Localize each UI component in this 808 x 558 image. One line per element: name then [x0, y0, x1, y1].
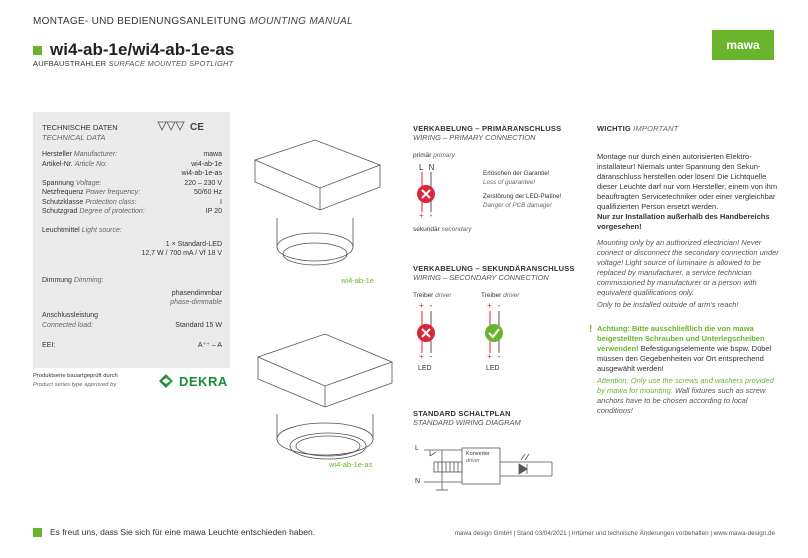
wiring-diagram-heading [413, 409, 521, 427]
tech-title-en: TECHNICAL DATA [42, 132, 106, 142]
primary-title-en: WIRING – PRIMARY CONNECTION [413, 133, 536, 142]
load-label-de: Anschlussleistung [42, 312, 99, 319]
light-value-2: 12,7 W / 700 mA / Vf 18 V [141, 250, 222, 257]
dimming [42, 276, 222, 308]
driver-polarity-left [419, 301, 432, 310]
green-square-icon [33, 46, 42, 55]
enec-icon [157, 121, 187, 135]
green-square-icon [33, 528, 42, 537]
type-approval-text [33, 372, 118, 390]
warning-2-en: Danger of PCB damage! [483, 202, 552, 209]
eei-row [42, 341, 222, 351]
load-label-en: Connected load: [42, 321, 93, 329]
row-label-de: Netzfrequenz [42, 189, 84, 196]
primary-polarity [419, 211, 432, 220]
important-paragraph-1: Montage nur durch einen autorisierten Elektro-installateur! Niemals unter Spannung den Sekun-däranschluss herstellen oder lösen! Die Lichtquelle dieser Leuchte darf nur vom Hersteller, einem von ihm beauftragten Servicetechniker oder einer vergleichbar qualifizierten Person ersetzt werden. [597, 152, 778, 211]
important-title-de: WICHTIG [597, 124, 631, 133]
eei-label: EEI: [42, 342, 56, 349]
row-label-de: Spannung [42, 179, 74, 187]
tech-row [42, 198, 222, 208]
dekra-logo [157, 372, 228, 390]
led-polarity-right [487, 352, 500, 361]
important-paragraph-4: Only to be installed outside of arm's reach! [597, 300, 739, 309]
load-value: Standard 15 W [175, 321, 222, 329]
product-subtitle [33, 59, 233, 68]
tech-row [42, 150, 222, 160]
lamp-drawing-2 [250, 312, 400, 472]
important-title-en: IMPORTANT [633, 124, 679, 133]
load-row [42, 321, 222, 331]
eei-value: A⁺⁺ – A [197, 342, 222, 349]
row-label-de: Schutzklasse [42, 198, 84, 206]
warning-1-en: Loss of guarantee! [483, 179, 536, 186]
warning-2-de: Zerstörung der LED-Platine! [483, 193, 562, 200]
product-subtitle-de: AUFBAUSTRAHLER [33, 59, 107, 68]
driver-label-de: Treiber [413, 292, 434, 299]
diagram-title-en: STANDARD WIRING DIAGRAM [413, 418, 521, 427]
approval-en: Product series type approved by [33, 382, 117, 388]
footer-thanks [33, 527, 315, 537]
plus-sign: + [419, 352, 424, 361]
minus-sign: - [429, 211, 433, 220]
row-value: 220 – 230 V [184, 179, 222, 187]
light-source [42, 226, 222, 259]
plus-sign: + [487, 301, 492, 310]
eei [42, 341, 222, 351]
mawa-logo [712, 30, 774, 60]
product-title: wi4-ab-1e/wi4-ab-1e-as [50, 40, 235, 59]
row-value: mawa [203, 151, 222, 158]
footer-thanks-text: Es freut uns, dass Sie sich für eine mawa Leuchte entschieden haben. [50, 527, 316, 537]
footer-imprint: mawa design GmbH | Stand 03/04/2021 | Irrtümer und technische Änderungen vorbehalten | www.mawa-design.de [454, 530, 775, 537]
minus-sign: - [497, 301, 501, 310]
driver-label-de: Treiber [481, 292, 502, 299]
dekra-icon [157, 372, 175, 390]
minus-sign: - [429, 301, 433, 310]
secondary-label-de: sekundär [413, 226, 440, 233]
tech-spec-list [42, 150, 222, 217]
primary-label-en: primary [433, 152, 455, 159]
row-label-en: Degree of protection: [79, 208, 145, 215]
lamp-label-2: wi4-ab-1e-as [329, 460, 373, 469]
driver-label-en: driver [435, 292, 452, 299]
warning-1-de: Erlöschen der Garantie! [483, 170, 550, 177]
secondary-wiring-heading [413, 264, 575, 282]
tech-row [42, 207, 222, 217]
driver-label-en: driver [503, 292, 520, 299]
dekra-text: DEKRA [179, 373, 228, 389]
converter-label-de: Konverter [466, 451, 490, 457]
plus-sign: + [419, 211, 424, 220]
row-label-de: Hersteller [42, 151, 72, 158]
driver-polarity-right [487, 301, 500, 310]
attention-icon: ! [589, 324, 593, 335]
row-value: IP 20 [205, 208, 222, 215]
lamp-drawing-1 [250, 120, 390, 280]
attention-en-green: Attention: Only use the screws and washers provided by mawa for mounting. [597, 376, 774, 395]
row-label-de: Artikel-Nr. [42, 160, 73, 168]
technical-data-panel [33, 112, 230, 368]
row-value: wi4-ab-1e-as [181, 170, 222, 177]
important-paragraph-5 [597, 324, 779, 374]
attention-de-green: Achtung: Bitte ausschließlich die von mawa beigestellten Schrauben und Unterlegscheiben verwenden! [597, 324, 765, 353]
diagram-title-de: STANDARD SCHALTPLAN [413, 409, 511, 418]
converter-label-en: driver [466, 458, 480, 464]
logo-text: mawa [726, 38, 760, 52]
primary-title-de: VERKABELUNG – PRIMÄRANSCHLUSS [413, 124, 562, 133]
important-heading [597, 124, 678, 133]
terminal-l: L [419, 163, 424, 172]
tech-row [42, 179, 222, 189]
diagram-label-l: L [415, 445, 419, 452]
led-label-right: LED [486, 365, 500, 372]
primary-terminals [419, 163, 434, 172]
row-label-de: Schutzgrad [42, 208, 78, 215]
primary-wiring-heading [413, 124, 561, 142]
primary-label-de: primär [413, 152, 432, 159]
row-value: wi4-ab-1e [191, 160, 222, 168]
manual-heading-de: MONTAGE- UND BEDIENUNGSANLEITUNG [33, 16, 247, 27]
tech-row [42, 188, 222, 198]
light-label-de: Leuchtmittel [42, 227, 80, 234]
secondary-label [413, 226, 472, 233]
light-label-en: Light source: [81, 227, 122, 234]
diagram-label-n: N [415, 478, 421, 485]
secondary-label-en: secondary [441, 226, 472, 233]
plus-sign: + [487, 352, 492, 361]
primary-label [413, 152, 455, 159]
important-paragraph-2: Nur zur Installation außerhalb des Handbereichs vorgesehen! [597, 212, 770, 231]
attention-de-rest: Befestigungselemente wie bspw. Dübel müssen den Gegebenheiten vor Ort entsprechend ausgewählt werden! [597, 344, 772, 373]
row-label-en: Voltage: [75, 179, 102, 187]
converter-label [466, 451, 490, 465]
ce-mark-icon: CE [190, 122, 204, 134]
secondary-title-en: WIRING – SECONDARY CONNECTION [413, 273, 549, 282]
dimming-label-de: Dimmung [42, 277, 72, 284]
row-label-en: Power frequency: [85, 189, 141, 196]
important-paragraph-3: Mounting only by an authorized electrician! Never connect or disconnect the secondary connection under voltage! Light source of luminaire is allowed to be replaced by manufacturer, a service technician commissioned by manufacturer or a person with equivalent qualifications only. [597, 238, 779, 297]
led-polarity-left [419, 352, 432, 361]
approval-de: Produktserie bauartgeprüft durch [33, 373, 118, 379]
certification-marks [157, 121, 204, 135]
minus-sign: - [497, 352, 501, 361]
wiring-diagram-graphic [422, 442, 562, 494]
row-label-en: Manufacturer: [73, 151, 118, 158]
product-subtitle-en: SURFACE MOUNTED SPOTLIGHT [108, 59, 234, 68]
tech-row [42, 169, 222, 179]
row-value: 50/60 Hz [193, 189, 222, 196]
important-paragraph-6 [597, 376, 779, 416]
tech-row [42, 160, 222, 170]
minus-sign: - [429, 352, 433, 361]
row-value: I [220, 198, 222, 206]
lamp-label-1: wi4-ab-1e [341, 276, 374, 285]
light-value-1: 1 × Standard-LED [165, 240, 222, 248]
driver-label-left [413, 292, 451, 299]
page-title [33, 40, 234, 60]
driver-label-right [481, 292, 519, 299]
led-label-left: LED [418, 365, 432, 372]
connected-load [42, 311, 222, 330]
dimming-value-de: phasendimmbar [171, 289, 222, 297]
primary-warnings [483, 169, 561, 210]
plus-sign: + [419, 301, 424, 310]
secondary-title-de: VERKABELUNG – SEKUNDÄRANSCHLUSS [413, 264, 575, 273]
attention-en-rest: Wall fixtures such as screw anchors have to be chosen according to local conditions! [597, 386, 766, 415]
row-label-en: Protection class: [85, 198, 137, 206]
dimming-label-en: Dimming: [73, 277, 104, 284]
manual-heading-en: MOUNTING MANUAL [249, 16, 353, 27]
dimming-value-en: phase-dimmable [170, 299, 222, 306]
row-label-en: Article No: [74, 160, 107, 168]
manual-heading [33, 16, 353, 27]
tech-title-de: TECHNISCHE DATEN [42, 123, 118, 132]
terminal-n: N [428, 163, 435, 172]
